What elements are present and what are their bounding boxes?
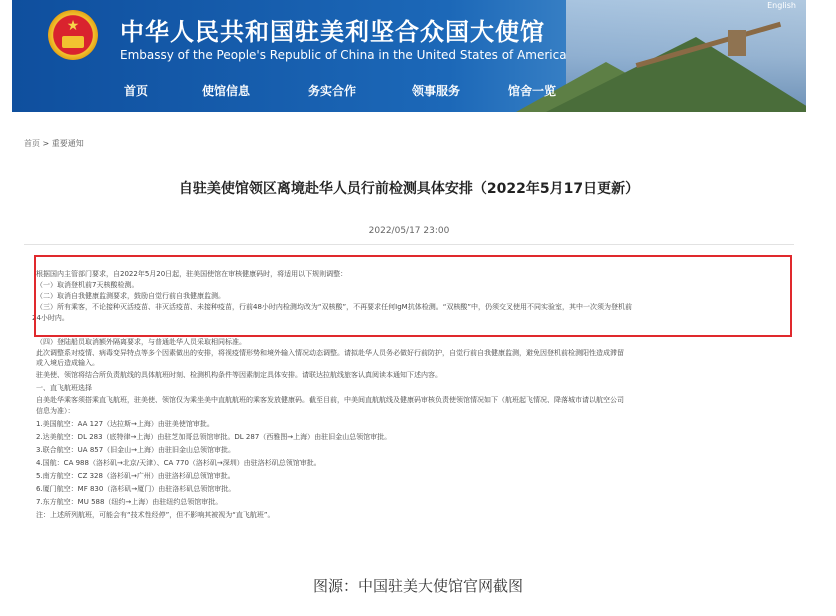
- highlight-box: [34, 255, 792, 337]
- image-caption: 图源：中国驻美大使馆官网截图: [312, 577, 523, 595]
- article-paragraph: 或入境后造成输入。: [36, 359, 99, 367]
- english-link[interactable]: English: [767, 1, 796, 10]
- flight-list-item: 4.国航：CA 988（洛杉矶→北京/天津）、CA 770（洛杉矶→深圳）由驻洛杉矶总领馆审批。: [36, 459, 321, 467]
- gate-icon: [62, 36, 84, 48]
- nav-item-premises[interactable]: 馆舍一览: [508, 84, 557, 98]
- article-paragraph: 驻美使、领馆将结合所负责航线的具体航班时刻、检测机构条件等因素制定具体安排。请联达拉航线旅客认真阅读本通知下述内容。: [36, 371, 442, 379]
- article-paragraph: （一）取消登机前7天核酸检测。: [36, 281, 139, 289]
- nav-item-consular[interactable]: 领事服务: [412, 84, 461, 98]
- article-paragraph: 自美赴华乘客须搭乘直飞航班，驻美使、领馆仅为乘坐美中直航航班的乘客发放健康码。截至目前，中美间直航航线及健康码审核负责使领馆情况如下（航班起飞情况、降落城市请以航空公司: [36, 396, 624, 404]
- nav-item-home[interactable]: 首页: [124, 84, 149, 98]
- flight-list-item: 2.达美航空：DL 283（底特律→上海）由驻芝加哥总领馆审批。DL 287（西雅图→上海）由驻旧金山总领馆审批。: [36, 433, 392, 441]
- nav-item-cooperation[interactable]: 务实合作: [308, 84, 357, 98]
- flight-list-item: 7.东方航空：MU 588（纽约→上海）由驻纽约总领馆审批。: [36, 498, 223, 506]
- main-nav: [12, 82, 572, 104]
- nav-item-embassy-info[interactable]: 使馆信息: [202, 84, 251, 98]
- flight-list-item: 6.厦门航空：MF 830（洛杉矶→厦门）由驻洛杉矶总领馆审批。: [36, 485, 236, 493]
- article-paragraph: 根据国内主管部门要求，自2022年5月20日起，驻美国使馆在审核健康码时，将适用以下规则调整：: [36, 270, 348, 278]
- national-emblem-icon: [48, 10, 98, 60]
- article-date: 2022/05/17 23:00: [368, 226, 450, 236]
- flight-list-item: 3.联合航空：UA 857（旧金山→上海）由驻旧金山总领馆审批。: [36, 446, 236, 454]
- header-banner: [12, 0, 806, 112]
- article-note: 注：上述所列航班，可能会有“技术性经停”，但不影响其被视为“直飞航班”。: [36, 511, 275, 519]
- article-paragraph: 一、直飞航班选择: [36, 384, 92, 392]
- divider: [24, 244, 794, 245]
- article-paragraph: 信息为准）：: [36, 407, 75, 415]
- flight-list-item: 1.美国航空：AA 127（达拉斯→上海）由驻美使馆审批。: [36, 420, 214, 428]
- article-paragraph: 24小时内。: [32, 314, 69, 322]
- article-paragraph: 此次调整系对疫情、病毒变异特点等多个因素做出的安排，将视疫情形势和境外输入情况动态调整。请拟赴华人员务必做好行前防护，自觉行前自我健康监测，避免因登机前检测阳性造成滞留: [36, 349, 624, 357]
- article-paragraph: （二）取消自我健康监测要求，鼓励自觉行前自我健康监测。: [36, 292, 225, 300]
- screenshot-frame: [12, 0, 806, 560]
- flight-list-item: 5.南方航空：CZ 328（洛杉矶→广州）由驻洛杉矶总领馆审批。: [36, 472, 235, 480]
- article-paragraph: （三）所有乘客，不论接种灭活疫苗、非灭活疫苗、未接种疫苗，行前48小时内检测均改为“双核酸”，不再要求任何IgM抗体检测。“双核酸”中，仍须交叉使用不同实验室，其中一次须为登机前: [36, 303, 632, 311]
- site-title: 中华人民共和国驻美利坚合众国大使馆: [120, 18, 545, 46]
- article-title: 自驻美使馆领区离境赴华人员行前检测具体安排（2022年5月17日更新）: [178, 181, 640, 197]
- star-icon: ★: [66, 18, 80, 34]
- article-paragraph: （四）登陆船员取消额外隔离要求，与普通赴华人员采取相同标准。: [36, 338, 246, 346]
- site-title-english: Embassy of the People's Republic of China in the United States of America: [120, 48, 567, 62]
- breadcrumb[interactable]: 首页 > 重要通知: [24, 139, 84, 148]
- watchtower-shape: [728, 30, 746, 56]
